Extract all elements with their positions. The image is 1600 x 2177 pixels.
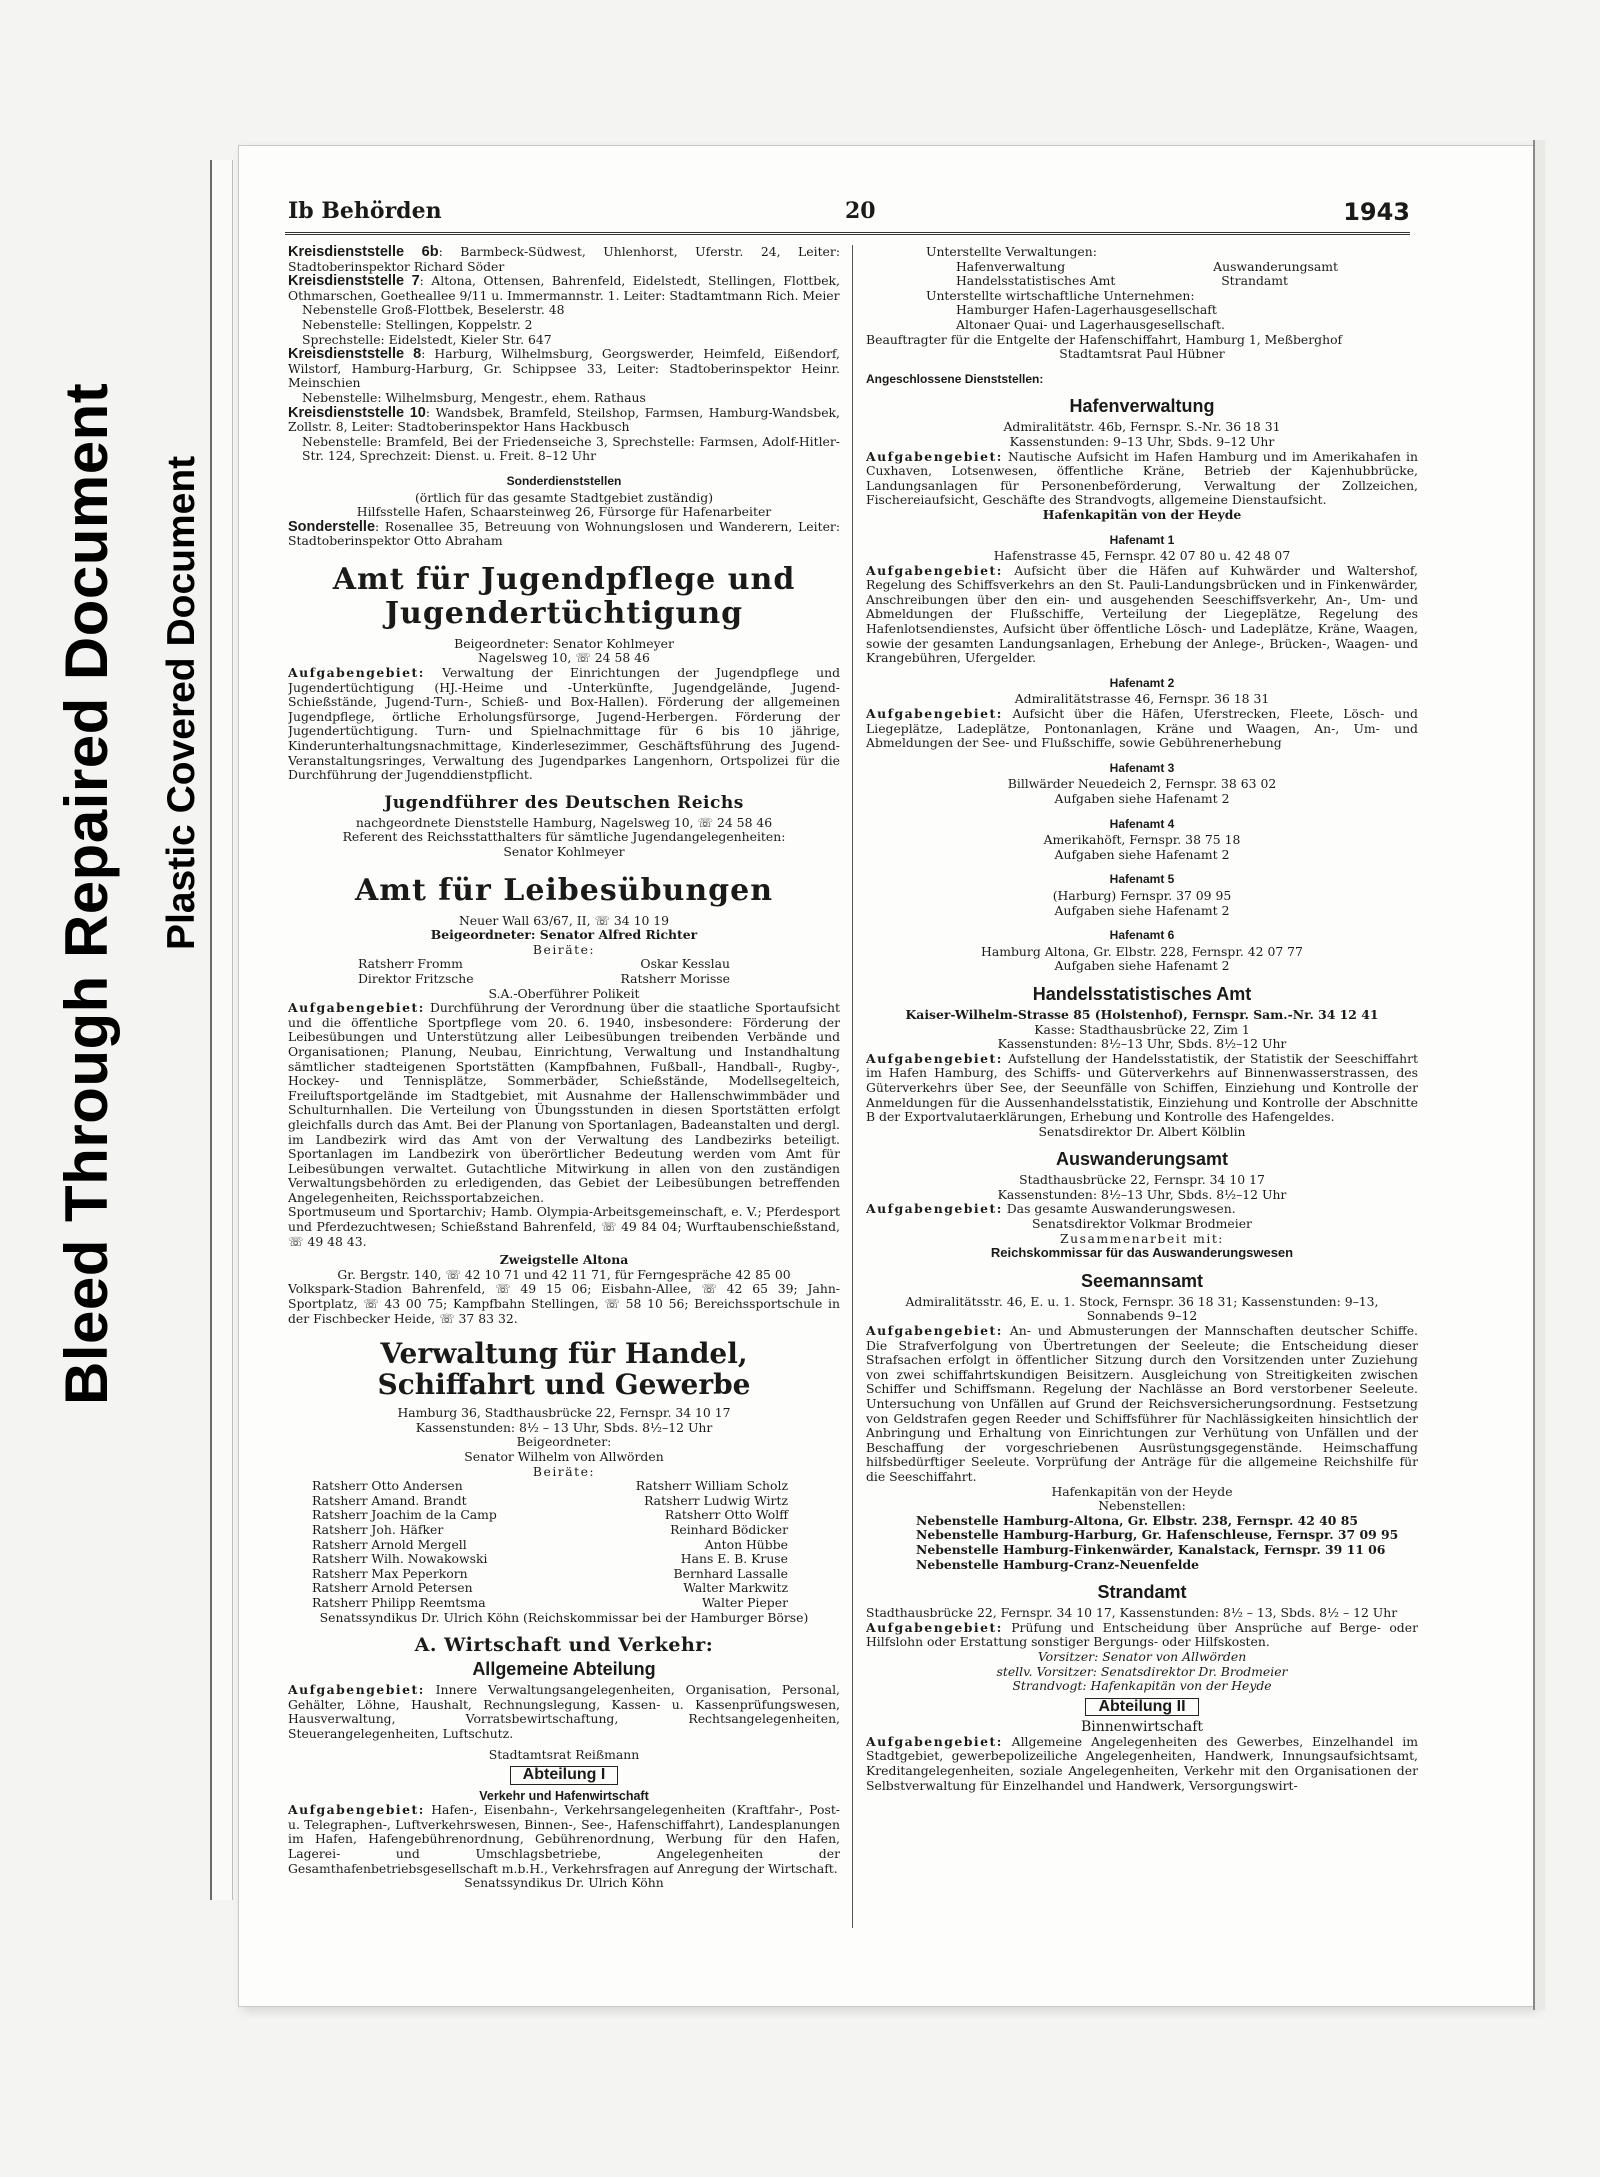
handel-member-row: Ratsherr Arnold Petersen Walter Markwitz <box>312 1580 788 1596</box>
hsa-kasse: Kasse: Stadthausbrücke 22, Zim 1 <box>1034 1021 1250 1037</box>
handel-member-row: Ratsherr Otto Andersen Ratsherr William Scholz <box>312 1478 788 1494</box>
page-number: 20 <box>845 198 876 224</box>
zweigstelle-title: Zweigstelle Altona <box>499 1252 629 1268</box>
leib-member-row: Ratsherr Fromm Oskar Kesslau <box>358 956 730 972</box>
seem-aufgabengebiet: Aufgabengebiet: An- und Abmusterungen der Mannschaften deutscher Schiffe. Die Strafverfolgung von Übertretungen der Seeleute; die Entscheidung dieser Strafsachen erfolgt in öffentlicher Sitzung durch den Vorsitzenden unter Zuziehung von zwei schiffahrtskundigen Beisitzern. Ausgleichung von Streitigkeiten zwischen Schiffer und Schiffsmann. Regelung der Nachlässe an Bord verstorbener Seeleute. Untersuchung von Unfällen auf Grund der Reichsversicherungsordnung. Festsetzung von Geldstrafen gegen Reeder und Schiffsführer für Nachlässigkeiten hinsichtlich der Anbringung und Erhaltung von Einrichtungen zur Verhütung von Unfällen und der Beschaffung der vorgeschriebenen Ausrüstungsgegenstände. Heimschaffung hilfsbedürftiger Seeleute. Vorprüfung der Anträge für die allgemeine Reichshilfe für die Seeschiffahrt. <box>866 1323 1418 1484</box>
leib-address: Neuer Wall 63/67, II, ☏ 34 10 19 <box>458 912 670 928</box>
kreis-sub: Nebenstelle: Wilhelmsburg, Mengestr., ehem. Rathaus <box>302 389 646 405</box>
hafenkapitan: Hafenkapitän von der Heyde <box>1042 506 1242 522</box>
wirtschaft-title: A. Wirtschaft und Verkehr: <box>414 1634 714 1657</box>
allg-aufgabengebiet: Aufgabengebiet: Innere Verwaltungsangelegenheiten, Organisation, Personal, Gehälter, Löhne, Haushalt, Rechnungslegung, Kassen- u. Kassenprüfungswesen, Hausverwaltung, Vorratsbewirtschaftung, Rechtsangelegenheiten, Steuerangelegenheiten, Luftschutz. <box>288 1682 840 1741</box>
leib-extra: Sportmuseum und Sportarchiv; Hamb. Olympia-Arbeitsgemeinschaft, e. V.; Pferdesport und Pferdezuchtwesen; Schießstand Bahrenfeld, ☏ 49 84 04; Wurftaubenschießstand, ☏ 49 48 43. <box>288 1204 840 1249</box>
hafenamt-5-note: Aufgaben siehe Hafenamt 2 <box>1054 902 1230 918</box>
zweigstelle-line: Gr. Bergstr. 140, ☏ 42 10 71 und 42 11 71, für Ferngespräche 42 85 00 <box>337 1266 791 1282</box>
allg-person: Stadtamtsrat Reißmann <box>488 1746 640 1762</box>
hafenamt-1-address: Hafenstrasse 45, Fernspr. 42 07 80 u. 42 48 07 <box>993 548 1291 564</box>
zweigstelle-text: Volkspark-Stadion Bahrenfeld, ☏ 49 15 06; Eisbahn-Allee, ☏ 42 65 39; Jahn-Sportplatz, ☏ 43 00 75; Kampfbahn Stellingen, ☏ 58 10 56; Bereichssportschule in der Fischbecker Heide, ☏ 37 83 32. <box>288 1281 840 1326</box>
handel-title: Verwaltung für Handel, Schiffahrt und Gewerbe <box>377 1337 751 1402</box>
seem-address: Admiralitätsstr. 46, E. u. 1. Stock, Fernspr. 36 18 31; Kassenstunden: 9–13, Sonnabends 9–12 <box>905 1293 1379 1324</box>
jugend-aufgabengebiet: Aufgabengebiet: Verwaltung der Einrichtungen der Jugendpflege und Jugendertüchtigung (HJ.-Heime und -Unterkünfte, Jugendgelände, Jugend-Schießstände, Jugend-Turn-, Schieß- und Box-Hallen). Förderung der allgemeinen Jugendpflege, örtliche Erholungsfürsorge, Jugend-Herbergen. Förderung der Jugendertüchtigung. Turn- und Spielnachmittage für 6 bis 10 jährige, Kinderunterhaltungsnachmittage, Kinderlesezimmer, Geschäftsführung des Jugend-Veranstaltungsringes, Verwaltung des Jugendparkes Langenhorn, Ortspolizei für die Durchführung der Jugenddienstpflicht. <box>288 665 840 783</box>
left-column <box>288 245 840 1935</box>
beauftragter: Beauftragter für die Entgelte der Hafenschiffahrt, Hamburg 1, Meßberghof <box>866 331 1343 347</box>
angeschlossene-heading: Angeschlossene Dienststellen: <box>866 371 1044 386</box>
handel-member-row: Ratsherr Max Peperkorn Bernhard Lassalle <box>312 1565 788 1581</box>
strandamt-title: Strandamt <box>1097 1582 1187 1603</box>
hafenamt-4-title: Hafenamt 4 <box>1109 816 1175 831</box>
seem-nebenstellen-heading: Nebenstellen: <box>1098 1498 1186 1514</box>
hafenamt-2-address: Admiralitätstrasse 46, Fernspr. 36 18 31 <box>1014 691 1270 707</box>
jugendfuehrer-title: Jugendführer des Deutschen Reichs <box>384 792 744 813</box>
hsa-aufgabengebiet: Aufgabengebiet: Aufstellung der Handelsstatistik, der Statistik der Seeschiffahrt im Hafen Hamburg, des Schiffs- und Güterverkehrs auf Binnenwasserstrassen, des Güterverkehrs über See, der Seeunfälle von Schiffen, Einziehung und Kontrolle der Anmeldungen für die Aussenhandelsstatistik, Einziehung und Kontrolle der Abschnitte B der Exportvalutaerklärungen, Erhebung und Kontrolle des Hafengeldes. <box>866 1050 1418 1125</box>
hafenamt-2-aufgabengebiet: Aufgabengebiet: Aufsicht über die Häfen, Uferstrecken, Fleete, Lösch- und Liegeplätze, Ladeplätze, Pontonanlagen, Kräne und Waagen, An-, Um- und Abmeldungen der See- und Flußschiffe, sowie Gebührenerhebung <box>866 706 1418 751</box>
hafenverwaltung-address: Admiralitätstr. 46b, Fernspr. S.-Nr. 36 18 31 <box>1003 419 1281 435</box>
unterstellte-wirt: Unterstellte wirtschaftliche Unternehmen: <box>926 287 1195 303</box>
hafenamt-6-title: Hafenamt 6 <box>1109 928 1175 943</box>
hafenamt-5-title: Hafenamt 5 <box>1109 872 1175 887</box>
ausw-address: Stadthausbrücke 22, Fernspr. 34 10 17 <box>1019 1172 1265 1188</box>
hafenverwaltung-title: Hafenverwaltung <box>1069 396 1215 417</box>
hsa-address: Kaiser-Wilhelm-Strasse 85 (Holstenhof), Fernspr. Sam.-Nr. 34 12 41 <box>905 1006 1379 1022</box>
unterstellte-row: Handelsstatistisches Amt Strandamt <box>956 273 1288 289</box>
handel-member-row: Ratsherr Joh. Häfker Reinhard Bödicker <box>312 1521 788 1537</box>
hafenamt-5-address: (Harburg) Fernspr. 37 09 95 <box>1052 887 1232 903</box>
leib-sa: S.A.-Oberführer Polikeit <box>488 985 640 1001</box>
sonder-note: (örtlich für das gesamte Stadtgebiet zuständig) <box>414 489 714 505</box>
seem-kapitan: Hafenkapitän von der Heyde <box>1051 1483 1233 1499</box>
jugendfuehrer-line: nachgeordnete Dienststelle Hamburg, Nagelsweg 10, ☏ 24 58 46 <box>355 814 773 830</box>
handel-syndikus: Senatssyndikus Dr. Ulrich Köhn (Reichskommissar bei der Hamburger Börse) <box>319 1609 809 1625</box>
kreis-entry: Kreisdienststelle 10: Wandsbek, Bramfeld, Steilshop, Farmsen, Hamburg-Wandsbek, Zollstr. 8, Leiter: Stadtoberinspektor Hans Hackbusch <box>288 404 840 435</box>
strand-aufgabengebiet: Aufgabengebiet: Prüfung und Entscheidung über Ansprüche auf Berge- oder Hilfslohn oder Erstattung sonstiger Bergungs- oder Hilfskosten. <box>866 1619 1418 1650</box>
handel-member-row: Ratsherr Joachim de la Camp Ratsherr Otto Wolff <box>312 1507 788 1523</box>
running-header <box>285 198 1410 235</box>
seemannsamt-title: Seemannsamt <box>1080 1270 1204 1291</box>
unterstellte-firm: Hamburger Hafen-Lagerhausgesellschaft <box>956 302 1217 318</box>
leib-beigeordneter: Beigeordneter: Senator Alfred Richter <box>430 927 698 943</box>
hafenamt-1-aufgabengebiet: Aufgabengebiet: Aufsicht über die Häfen auf Kuhwärder und Waltershof, Regelung des Schiffsverkehrs an den St. Pauli-Landungsbrücken und in Finkenwärder, Anschreibungen über den ein- und ausgehenden Seeschiffsverkehr, An-, Um- und Abmeldungen der Flußschiffe, Verteilung der Liegeplätze, Regelung des Hafenlotsendienstes, Aufsicht über öffentliche Lösch- und Ladeplätze, Kräne, Waagen, sowie der gesamten Landungsanlagen, Erhebung der Anlege-, Brücken-, Waagen- und Krangebühren, Ufergelder. <box>866 562 1418 666</box>
hsa-person: Senatsdirektor Dr. Albert Kölblin <box>1038 1123 1246 1139</box>
header-year: 1943 <box>1343 198 1410 226</box>
jugendfuehrer-line: Referent des Reichsstatthalters für sämtliche Jugendangelegenheiten: <box>342 829 786 845</box>
hafenamt-3-title: Hafenamt 3 <box>1109 760 1175 775</box>
unterstellte-firm: Altonaer Quai- und Lagerhausgesellschaft. <box>956 316 1225 332</box>
hafenamt-6-note: Aufgaben siehe Hafenamt 2 <box>1054 958 1230 974</box>
abteilung-1-label: Abteilung I <box>510 1766 619 1785</box>
header-section: Ib Behörden <box>288 198 442 224</box>
jugend-title: Amt für Jugendpflege und Jugendertüchtigung <box>332 561 796 631</box>
ausw-kasse: Kassenstunden: 8½–13 Uhr, Sbds. 8½–12 Uhr <box>997 1186 1287 1202</box>
kreis-entry: Kreisdienststelle 8: Harburg, Wilhelmsburg, Georgswerder, Heimfeld, Eißendorf, Wilstorf, Hamburg-Harburg, Gr. Schippsee 33, Leiter: Stadtoberinspektor Heinr. Meinschien <box>288 346 840 391</box>
side-label-main: Bleed Through Repaired Document <box>53 382 120 1405</box>
column-divider <box>852 245 853 1928</box>
hafenverwaltung-kasse: Kassenstunden: 9–13 Uhr, Sbds. 9–12 Uhr <box>1009 433 1275 449</box>
kreis-entry: Kreisdienststelle 6b: Barmbeck-Südwest, Uhlenhorst, Uferstr. 24, Leiter: Stadtoberinspektor Richard Söder <box>288 245 840 274</box>
right-column <box>866 245 1418 1935</box>
kreis-entry: Kreisdienststelle 7: Altona, Ottensen, Bahrenfeld, Eidelstedt, Stellingen, Flottbek, Othmarschen, Goetheallee 9/11 u. Immermannstr. 1. Leiter: Stadtamtmann Rich. Meier <box>288 273 840 303</box>
abteilung-2-label: Abteilung II <box>1085 1698 1198 1717</box>
strand-people: Vorsitzer: Senator von Allwörden stellv. Vorsitzer: Senatsdirektor Dr. Brodmeier Strandvogt: Hafenkapitän von der Heyde <box>996 1648 1288 1694</box>
handel-beig-label: Beigeordneter: <box>516 1434 612 1450</box>
allgemeine-abteilung-title: Allgemeine Abteilung <box>472 1659 656 1680</box>
hafenamt-3-note: Aufgaben siehe Hafenamt 2 <box>1054 791 1230 806</box>
unterstellte-heading: Unterstellte Verwaltungen: <box>926 245 1097 259</box>
handel-address: Hamburg 36, Stadthausbrücke 22, Fernspr. 34 10 17 <box>397 1405 731 1421</box>
handel-member-row: Ratsherr Philipp Reemtsma Walter Pieper <box>312 1594 788 1610</box>
beauftragter-person: Stadtamtsrat Paul Hübner <box>1059 346 1225 362</box>
handel-member-list <box>288 1479 840 1610</box>
side-label-sub: Plastic Covered Document <box>160 455 203 950</box>
abt1-person: Senatssyndikus Dr. Ulrich Köhn <box>464 1875 664 1891</box>
abteilung-1-subtitle: Verkehr und Hafenwirtschaft <box>479 1788 649 1803</box>
leib-aufgabengebiet: Aufgabengebiet: Durchführung der Verordnung über die staatliche Sportaufsicht und die öffentliche Sportpflege vom 20. 6. 1940, insbesondere: Förderung der Leibesübungen und Unterstützung aller Leibesübungen treibenden Verbände und Organisationen; Planung, Neubau, Einrichtung, Verwaltung und Instandhaltung sämtlicher stadteigenen Sportstätten (Kampfbahnen, Fußball-, Handball-, Rugby-, Hockey- und Tennisplätze, Sommerbäder, Schießstände, Modellsegelteich, Freiluftsportgelände im Stadtgebiet, mit Ausnahme der Hallenschwimmbäder und Schulturnhallen. Die Verteilung von Übungsstunden in diesen Sportstätten erfolgt gleichfalls durch das Amt. Bei der Planung von Sportanlagen, Badeanstalten und dergl. im Landbezirk wird das Amt von der Verwaltung des Landbezirks beteiligt. Sportanlagen im Landbezirk von überörtlicher Bedeutung werden vom Amt für Leibesübungen verwaltet. Gutachtliche Mitwirkung in allen von den zuständigen Verwaltungsbehörden zu erledigenden, das Gebiet der Leibesübungen betreffenden Angelegenheiten, Reichssportabzeichen. <box>288 1000 840 1205</box>
handel-beigeordneter: Senator Wilhelm von Allwörden <box>464 1449 664 1464</box>
jugend-address: Nagelsweg 10, ☏ 24 58 46 <box>478 650 650 666</box>
jugend-beigeordneter: Beigeordneter: Senator Kohlmeyer <box>454 635 674 651</box>
ausw-zusammenarbeit: Zusammenarbeit mit: <box>1060 1230 1224 1246</box>
jugendfuehrer-line: Senator Kohlmeyer <box>503 844 625 859</box>
auswanderungsamt-title: Auswanderungsamt <box>1055 1149 1229 1170</box>
binding-edge <box>210 160 233 1900</box>
hafenamt-4-note: Aufgaben siehe Hafenamt 2 <box>1054 846 1230 862</box>
abt2-aufgabengebiet: Aufgabengebiet: Allgemeine Angelegenheiten des Gewerbes, Einzelhandel im Stadtgebiet, gewerbepolizeiliche Angelegenheiten, Handwerk, Innungsaufsichtsamt, Kreditangelegenheiten, soziale Angelegenheiten, Verkehr mit den Organisationen der Selbstverwaltung für Einzelhandel und Handwerk, Versorgungswirt- <box>866 1733 1418 1793</box>
handel-beirate: Beiräte: <box>532 1463 596 1479</box>
sonder-heading: Sonderdienststellen <box>506 473 622 488</box>
hafenamt-2-title: Hafenamt 2 <box>1109 675 1175 690</box>
strand-address: Stadthausbrücke 22, Fernspr. 34 10 17, Kassenstunden: 8½ – 13, Sbds. 8½ – 12 Uhr <box>866 1605 1398 1621</box>
hafenamt-3-address: Billwärder Neuedeich 2, Fernspr. 38 63 02 <box>1007 776 1277 792</box>
handel-member-row: Ratsherr Arnold Mergell Anton Hübbe <box>312 1536 788 1552</box>
abt1-aufgabengebiet: Aufgabengebiet: Hafen-, Eisenbahn-, Verkehrsangelegenheiten (Kraftfahr-, Post- u. Telegraphen-, Luftverkehrswesen, Binnen-, See-, Hafenschiffahrt), Landesplanungen im Hafen, Hafengebührenordnung, Gebührenordnung, Werbung für den Hafen, Lagerei- und Umschlagsbetriebe, Angelegenheiten der Gesamthafenbetriebsgesellschaft m.b.H., Verkehrsfragen auf Anregung der Wirtschaft. <box>288 1802 840 1876</box>
seem-nebenstellen-list: Nebenstelle Hamburg-Altona, Gr. Elbstr. 238, Fernspr. 42 40 85 Nebenstelle Hamburg-Harburg, Gr. Hafenschleuse, Fernspr. 37 09 95 Nebenstelle Hamburg-Finkenwärder, Kanalstack, Fernspr. 39 11 06 Nebenstelle Hamburg-Cranz-Neuenfelde <box>916 1512 1399 1572</box>
hsa-kassenstunden: Kassenstunden: 8½–13 Uhr, Sbds. 8½–12 Uhr <box>997 1036 1287 1052</box>
page-edge <box>1533 140 1545 2010</box>
handel-member-row: Ratsherr Amand. Brandt Ratsherr Ludwig Wirtz <box>312 1492 788 1508</box>
ausw-reichskommissar: Reichskommissar für das Auswanderungswesen <box>990 1245 1294 1261</box>
kreis-sub-list: Nebenstelle Groß-Flottbek, Beselerstr. 48 Nebenstelle: Stellingen, Koppelstr. 2 Sprechstelle: Eidelstedt, Kieler Str. 647 <box>302 302 565 347</box>
handel-kasse: Kassenstunden: 8½ – 13 Uhr, Sbds. 8½–12 Uhr <box>415 1419 713 1435</box>
leib-beirate: Beiräte: <box>532 941 596 957</box>
kreis-sub: Nebenstelle: Bramfeld, Bei der Friedenseiche 3, Sprechstelle: Farmsen, Adolf-Hitler-Str. 124, Sprechzeit: Dienst. u. Freit. 8–12 Uhr <box>302 433 840 464</box>
unterstellte-row: Hafenverwaltung Auswanderungsamt <box>956 258 1338 274</box>
ausw-aufgabengebiet: Aufgabengebiet: Das gesamte Auswanderungswesen. <box>866 1201 1236 1217</box>
abteilung-2-subtitle: Binnenwirtschaft <box>1080 1719 1204 1736</box>
sonder-line: Hilfsstelle Hafen, Schaarsteinweg 26, Fürsorge für Hafenarbeiter <box>356 504 772 520</box>
ausw-person: Senatsdirektor Volkmar Brodmeier <box>1032 1216 1252 1232</box>
leib-member-row: Direktor Fritzsche Ratsherr Morisse <box>358 970 730 986</box>
hafenamt-1-title: Hafenamt 1 <box>1109 532 1175 547</box>
hafenamt-4-address: Amerikahöft, Fernspr. 38 75 18 <box>1043 832 1241 848</box>
hafenverw-aufgabengebiet: Aufgabengebiet: Nautische Aufsicht im Hafen Hamburg und im Amerikahafen in Cuxhaven, Lotsenwesen, öffentliche Kräne, Betrieb der Kajenhubbrücke, Landungsanlagen für Personenbeförderung, Verwaltung der Zollzeichen, Fischereiaufsicht, Geschäfte des Strandvogts, allgemeine Dienstaufsicht. <box>866 448 1418 508</box>
hafenamt-6-address: Hamburg Altona, Gr. Elbstr. 228, Fernspr. 42 07 77 <box>981 943 1303 959</box>
handel-member-row: Ratsherr Wilh. Nowakowski Hans E. B. Kruse <box>312 1551 788 1567</box>
handelsstatistisches-amt-title: Handelsstatistisches Amt <box>1032 983 1252 1004</box>
sonderstelle: Sonderstelle: Rosenallee 35, Betreuung von Wohnungslosen und Wanderern, Leiter: Stadtoberinspektor Otto Abraham <box>288 518 840 549</box>
leibesuebungen-title: Amt für Leibesübungen <box>354 872 774 908</box>
